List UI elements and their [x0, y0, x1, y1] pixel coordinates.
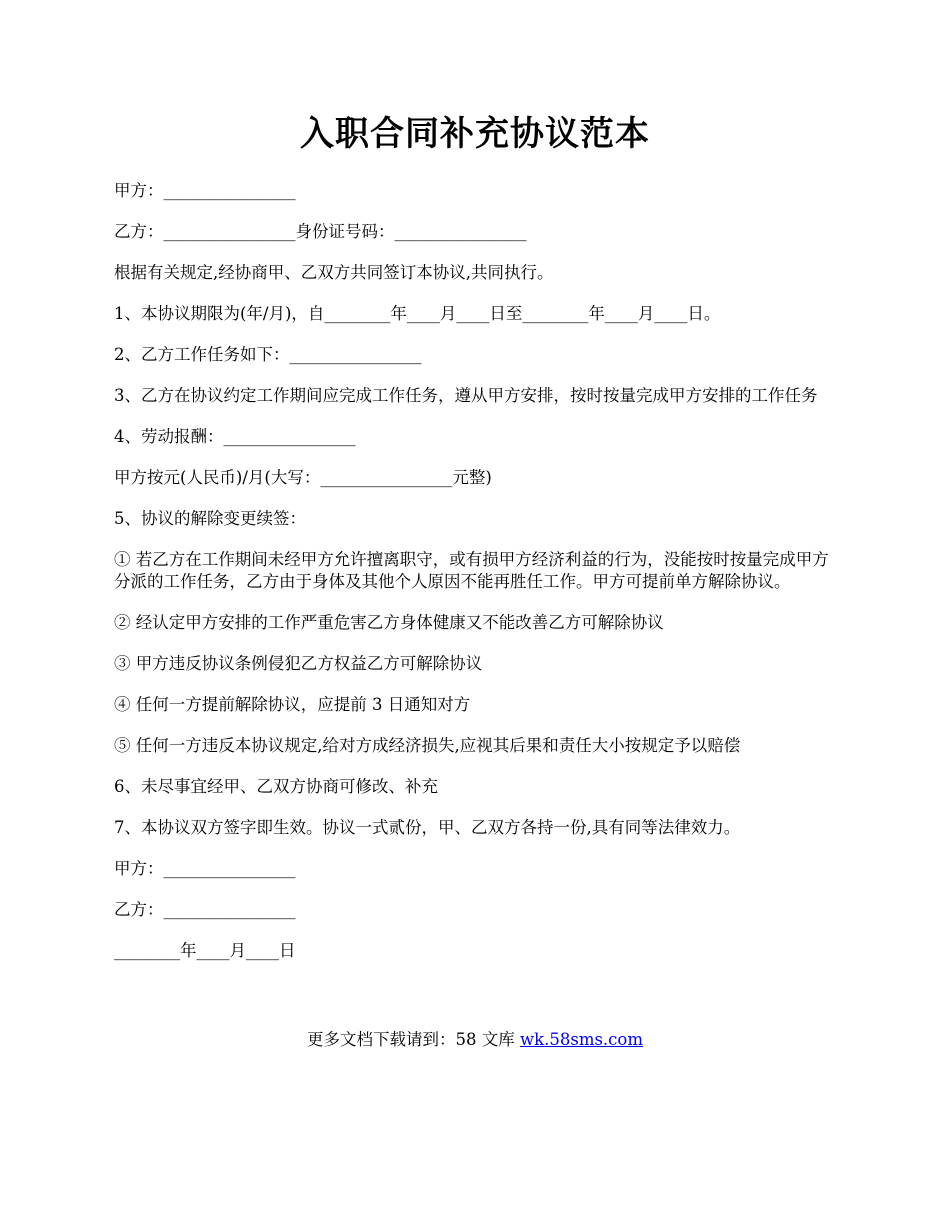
clause-2-tasks: 2、乙方工作任务如下：________________ [114, 345, 422, 364]
termination-item-5: ⑤ 任何一方违反本协议规定,给对方成经济损失,应视其后果和责任大小按规定予以赔偿 [114, 736, 741, 755]
termination-item-4: ④ 任何一方提前解除协议，应提前 3 日通知对方 [114, 695, 471, 714]
signature-party-b: 乙方：________________ [114, 900, 296, 919]
footer-text: 更多文档下载请到：58 文库 [306, 1030, 520, 1049]
signature-date: ________年____月____日 [114, 941, 296, 960]
party-b-id-line: 乙方：________________身份证号码：________________ [114, 222, 527, 241]
intro-paragraph: 根据有关规定,经协商甲、乙双方共同签订本协议,共同执行。 [114, 263, 554, 282]
clause-6-amendments: 6、未尽事宜经甲、乙双方协商可修改、补充 [114, 777, 438, 796]
document-body [114, 180, 840, 981]
party-a-line: 甲方：________________ [114, 181, 296, 200]
clause-7-effect: 7、本协议双方签字即生效。协议一式贰份，甲、乙双方各持一份,具有同等法律效力。 [114, 818, 741, 837]
footer-link[interactable]: wk.58sms.com [519, 1030, 643, 1049]
termination-item-3: ③ 甲方违反协议条例侵犯乙方权益乙方可解除协议 [114, 654, 483, 673]
monthly-pay-line: 甲方按元(人民币)/月(大写：________________元整) [114, 468, 492, 487]
clause-1-term: 1、本协议期限为(年/月)，自________年____月____日至________年____月____日。 [114, 304, 721, 323]
termination-item-2: ② 经认定甲方安排的工作严重危害乙方身体健康又不能改善乙方可解除协议 [114, 613, 664, 632]
document-title: 入职合同补充协议范本 [300, 114, 650, 154]
termination-item-1: ① 若乙方在工作期间未经甲方允许擅离职守，或有损甲方经济利益的行为，没能按时按量完成甲方分派的工作任务，乙方由于身体及其他个人原因不能再胜任工作。甲方可提前单方解除协议。 [114, 550, 829, 591]
clause-5-termination: 5、协议的解除变更续签： [114, 509, 306, 528]
footer [0, 1028, 950, 1052]
signature-party-a: 甲方：________________ [114, 859, 296, 878]
clause-4-remuneration: 4、劳动报酬：________________ [114, 427, 356, 446]
clause-3-duties: 3、乙方在协议约定工作期间应完成工作任务，遵从甲方安排，按时按量完成甲方安排的工作任务 [114, 386, 818, 405]
